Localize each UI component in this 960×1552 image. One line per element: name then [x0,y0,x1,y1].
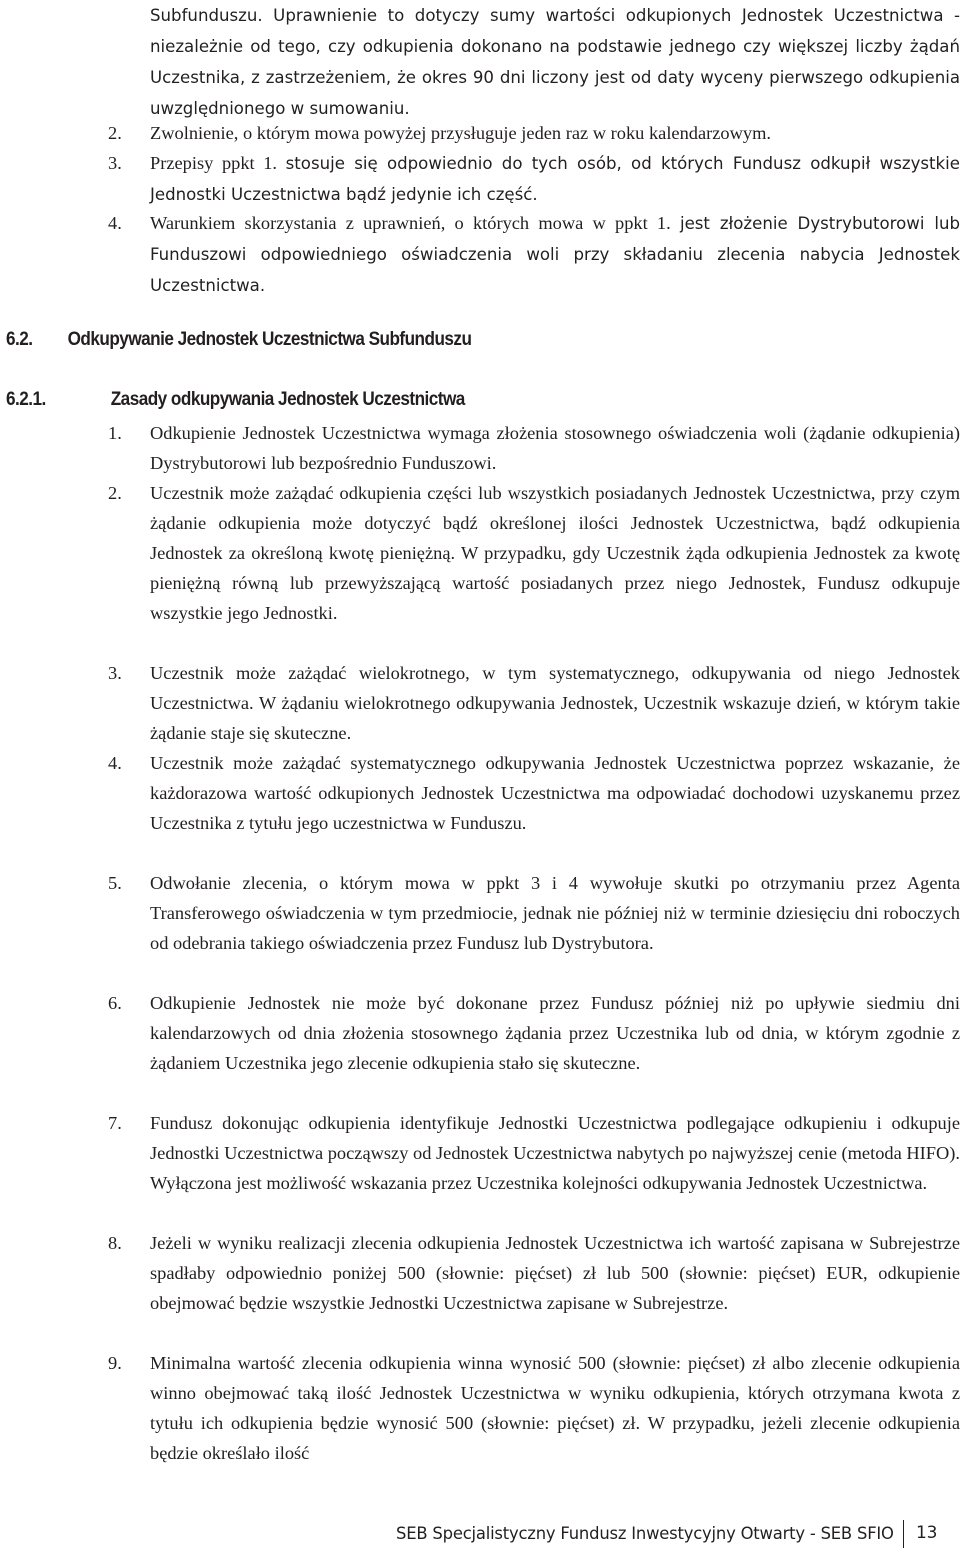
item-text: Odwołanie zlecenia, o którym mowa w ppkt 3 i 4 wywołuje skutki po otrzymaniu przez Agenta Transferowego oświadczenia w tym przedmiocie, jednak nie później niż w terminie dziesięciu dni roboczych od odebrania takiego oświadczenia przez Fundusz lub Dystrybutora. [150,873,960,953]
item-text-serif: Warunkiem skorzystania z uprawnień, o których mowa w ppkt 1. [150,213,671,233]
item-text: Fundusz dokonując odkupienia identyfikuje Jednostki Uczestnictwa podlegające odkupieniu i odkupuje Jednostki Uczestnictwa począwszy od Jednostek Uczestnictwa nabytych po najwyższej cenie (metoda HIFO). Wyłączona jest możliwość wskazania przez Uczestnika kolejności odkupywania Jednostek Uczestnictwa. [150,1113,960,1193]
item-number: 1. [108,423,122,443]
item-number: 5. [108,873,122,893]
item-number: 7. [108,1113,122,1133]
list-item [108,1228,960,1318]
item-number: 3. [108,663,122,683]
item-text: Zwolnienie, o którym mowa powyżej przysługuje jeden raz w roku kalendarzowym. [150,123,772,143]
footer-divider [903,1520,904,1548]
list-item [108,118,960,148]
item-text [150,208,960,301]
section-title: Odkupywanie Jednostek Uczestnictwa Subfunduszu [67,328,472,350]
item-number: 2. [108,123,122,143]
section-heading [6,328,471,351]
subsection-number: 6.2.1. [6,388,46,410]
list-item [108,478,960,628]
page-number: 13 [916,1523,938,1543]
list-item [108,208,960,301]
list-item [108,418,960,478]
section-number: 6.2. [6,328,33,350]
list-item [108,988,960,1078]
item-text: Odkupienie Jednostek Uczestnictwa wymaga złożenia stosownego oświadczenia woli (żądanie odkupienia) Dystrybutorowi lub bezpośrednio Funduszowi. [150,423,960,473]
item-number: 4. [108,213,122,233]
item-text [150,148,960,210]
item-number: 6. [108,993,122,1013]
list-item [108,658,960,748]
item-text-sans: stosuje się odpowiednio do tych osób, od których Fundusz odkupił wszystkie Jednostki Uczestnictwa bądź jedynie ich część. [150,154,960,204]
item-text: Uczestnik może zażądać systematycznego odkupywania Jednostek Uczestnictwa poprzez wskazanie, że każdorazowa wartość odkupionych Jednostek Uczestnictwa ma odpowiadać dochodowi uzyskanemu przez Uczestnika z tytułu jego uczestnictwa w Funduszu. [150,753,960,833]
footer-title: SEB Specjalistyczny Fundusz Inwestycyjny Otwarty - SEB SFIO [396,1524,894,1543]
item-text: Jeżeli w wyniku realizacji zlecenia odkupienia Jednostek Uczestnictwa ich wartość zapisana w Subrejestrze spadłaby odpowiednio poniżej 500 (słownie: pięćset) zł lub 500 (słownie: pięćset) EUR, odkupienie obejmować będzie wszystkie Jednostki Uczestnictwa zapisane w Subrejestrze. [150,1233,960,1313]
list-item [108,868,960,958]
list-item [108,748,960,838]
item-number: 2. [108,483,122,503]
list-item [108,1108,960,1198]
item-text: Odkupienie Jednostek nie może być dokonane przez Fundusz później niż po upływie siedmiu dni kalendarzowych od dnia złożenia stosownego żądania przez Uczestnika lub od dnia, w którym zgodnie z żądaniem Uczestnika jego zlecenie odkupienia stało się skuteczne. [150,993,960,1073]
page-footer [396,1520,960,1550]
list-item [108,148,960,210]
item-number: 4. [108,753,122,773]
item-text-serif: Przepisy ppkt 1. [150,153,278,173]
item-number: 8. [108,1233,122,1253]
list-item [108,1348,960,1468]
continuation-text: Subfunduszu. Uprawnienie to dotyczy sumy wartości odkupionych Jednostek Uczestnictwa - niezależnie od tego, czy odkupienia dokonano na podstawie jednego czy większej liczby żądań Uczestnika, z zastrzeżeniem, że okres 90 dni liczony jest od daty wyceny pierwszego odkupienia uwzględnionego w sumowaniu. [150,6,960,118]
subsection-title: Zasady odkupywania Jednostek Uczestnictwa [110,388,465,410]
continuation-paragraph [150,0,960,124]
item-text: Minimalna wartość zlecenia odkupienia winna wynosić 500 (słownie: pięćset) zł albo zlecenie odkupienia winno obejmować taką ilość Jednostek Uczestnictwa w wyniku odkupienia, których otrzymana kwota z tytułu ich odkupienia będzie wynosić 500 (słownie: pięćset) zł. W przypadku, jeżeli zlecenie odkupienia będzie określało ilość [150,1353,960,1463]
item-number: 9. [108,1353,122,1373]
item-text: Uczestnik może zażądać odkupienia części lub wszystkich posiadanych Jednostek Uczestnictwa, przy czym żądanie odkupienia może dotyczyć bądź określonej ilości Jednostek Uczestnictwa, bądź odkupienia Jednostek za określoną kwotę pieniężną. W przypadku, gdy Uczestnik żąda odkupienia Jednostek za kwotę pieniężną równą lub przewyższającą wartość posiadanych przez niego Jednostek, Fundusz odkupuje wszystkie jego Jednostki. [150,483,960,623]
item-number: 3. [108,153,122,173]
subsection-heading [6,388,465,411]
item-text: Uczestnik może zażądać wielokrotnego, w tym systematycznego, odkupywania od niego Jednostek Uczestnictwa. W żądaniu wielokrotnego odkupywania Jednostek, Uczestnik wskazuje dzień, w którym takie żądanie staje się skuteczne. [150,663,960,743]
item-text-sans: jest złożenie Dystrybutorowi lub Funduszowi odpowiedniego oświadczenia woli przy składaniu zlecenia nabycia Jednostek Uczestnictwa. [150,214,960,295]
